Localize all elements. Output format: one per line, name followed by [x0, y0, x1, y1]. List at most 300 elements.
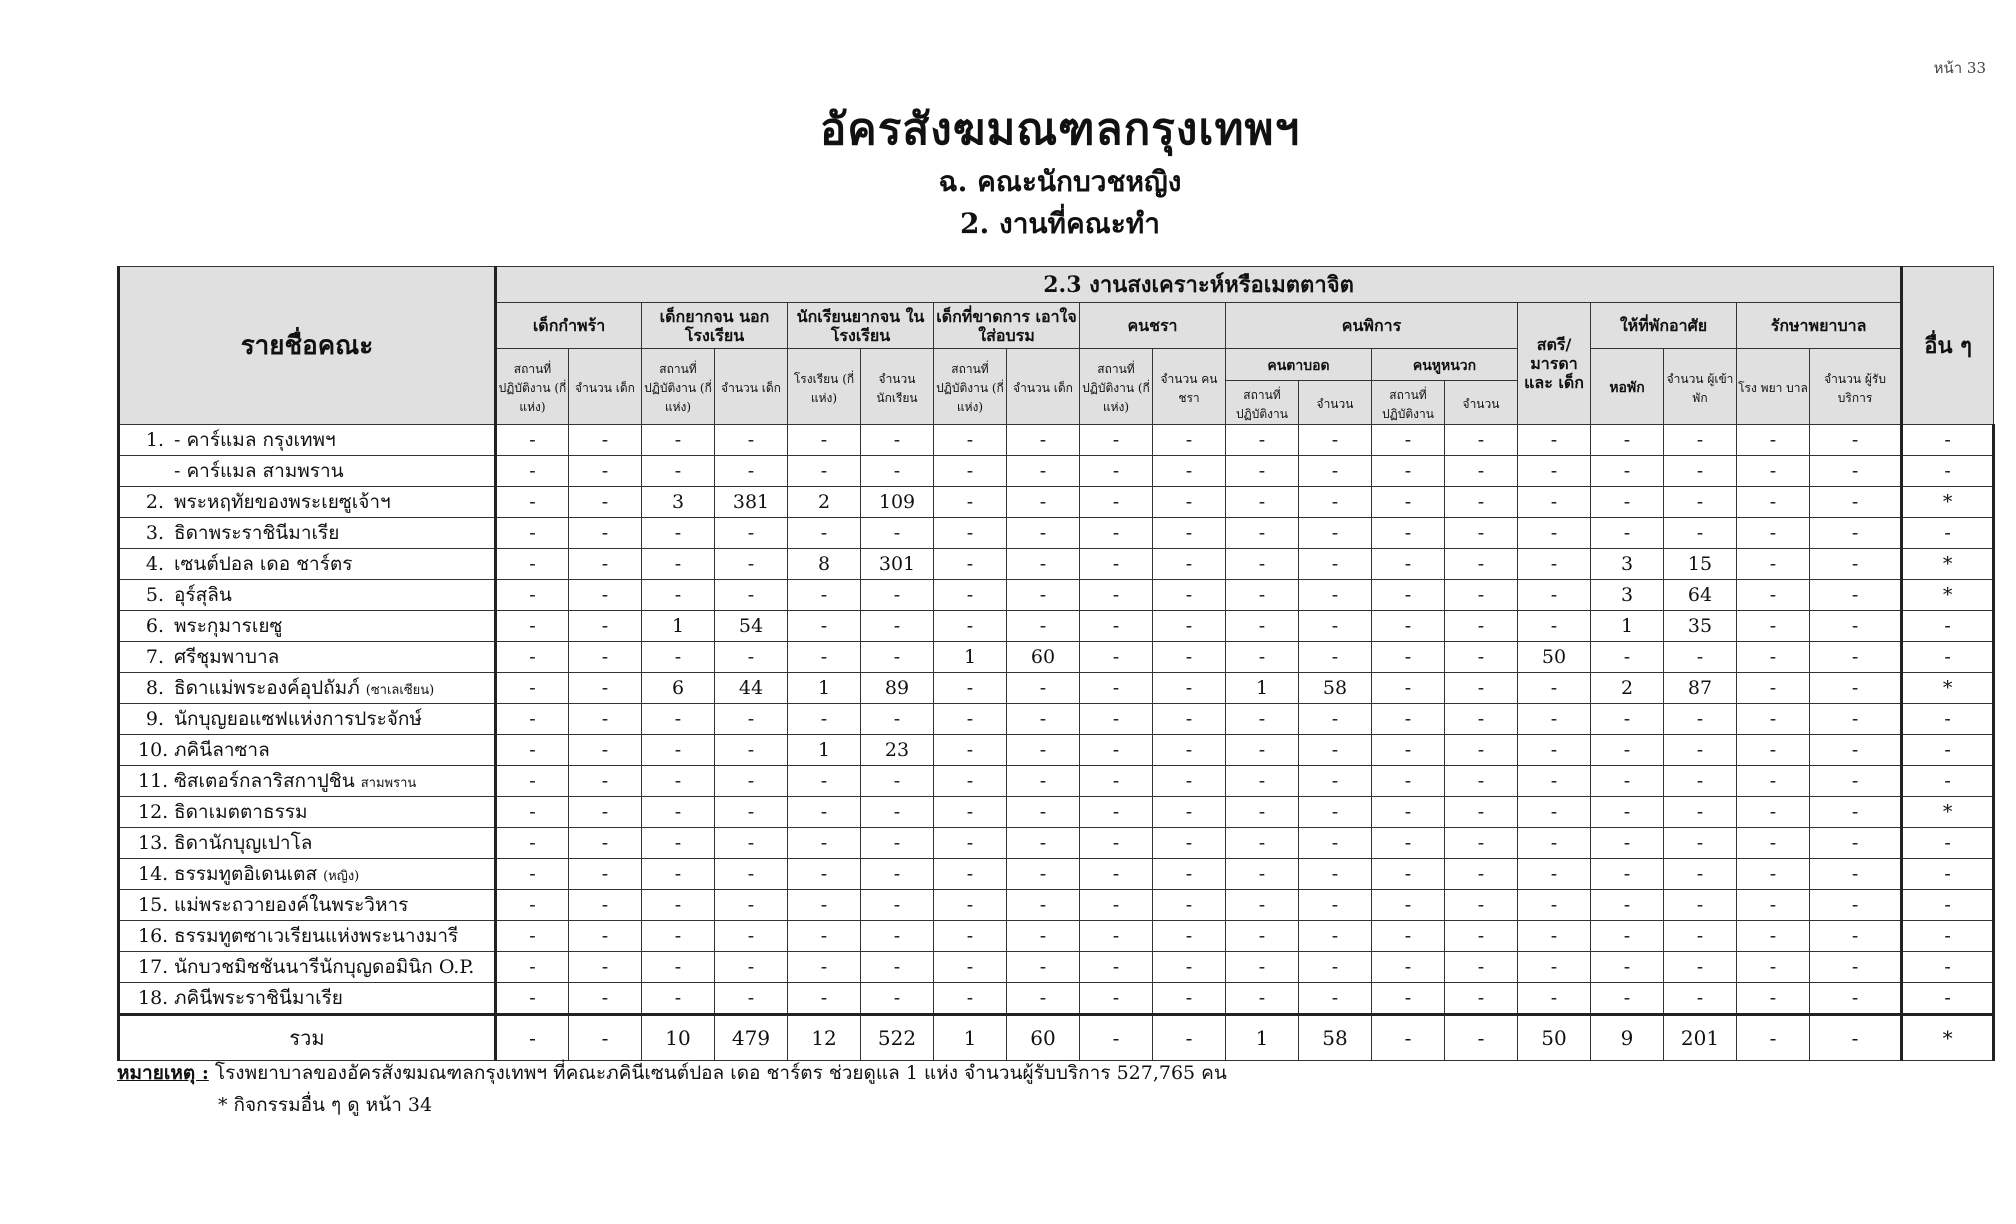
table-cell: - — [1372, 859, 1445, 890]
table-cell: - — [1810, 952, 1902, 983]
table-cell: - — [1737, 425, 1810, 456]
table-cell: - — [1591, 797, 1664, 828]
table-cell: - — [861, 580, 934, 611]
table-cell: - — [861, 611, 934, 642]
table-cell: - — [1080, 766, 1153, 797]
table-cell: - — [1080, 735, 1153, 766]
table-cell: - — [1372, 673, 1445, 704]
table-cell: - — [1737, 580, 1810, 611]
welfare-work-table — [117, 266, 1995, 1061]
table-cell: 50 — [1518, 642, 1591, 673]
table-cell: - — [569, 580, 642, 611]
table-cell: - — [1372, 487, 1445, 518]
table-cell: * — [1902, 580, 1994, 611]
table-cell: - — [1007, 580, 1080, 611]
table-cell: - — [715, 735, 788, 766]
table-row — [119, 642, 1994, 673]
table-cell: - — [569, 549, 642, 580]
table-cell: * — [1902, 673, 1994, 704]
table-cell: - — [1007, 673, 1080, 704]
table-cell: - — [1445, 797, 1518, 828]
row-number: 12. — [138, 801, 169, 823]
table-cell: - — [1226, 425, 1299, 456]
table-cell: - — [1445, 828, 1518, 859]
table-cell: - — [1080, 797, 1153, 828]
table-row — [119, 425, 1994, 456]
table-cell: - — [788, 921, 861, 952]
table-cell: - — [1153, 487, 1226, 518]
table-cell: - — [1007, 828, 1080, 859]
table-cell: - — [1445, 518, 1518, 549]
total-cell: - — [1372, 1015, 1445, 1061]
sub-place: สถานที่ ปฏิบัติงาน (กี่แห่ง) — [496, 349, 569, 425]
table-cell: - — [1007, 487, 1080, 518]
congregation-name — [119, 456, 496, 487]
table-cell: - — [1902, 456, 1994, 487]
table-cell: - — [1299, 580, 1372, 611]
table-cell: - — [496, 456, 569, 487]
table-cell: - — [934, 859, 1007, 890]
total-cell: 12 — [788, 1015, 861, 1061]
total-cell: - — [1445, 1015, 1518, 1061]
table-cell: - — [496, 518, 569, 549]
table-cell: - — [1372, 766, 1445, 797]
sub-children-count: จำนวน เด็ก — [715, 349, 788, 425]
table-cell: - — [1007, 425, 1080, 456]
table-cell: - — [1153, 983, 1226, 1015]
row-name: ธิดาแม่พระองค์อุปถัมภ์ — [174, 677, 360, 699]
table-cell: - — [1007, 952, 1080, 983]
sub-children-count: จำนวน เด็ก — [569, 349, 642, 425]
total-cell: 522 — [861, 1015, 934, 1061]
table-cell: - — [569, 859, 642, 890]
group-women-children: สตรี/ มารดา และ เด็ก — [1518, 303, 1591, 425]
table-cell: - — [1664, 487, 1737, 518]
total-cell: 50 — [1518, 1015, 1591, 1061]
table-cell: - — [1080, 642, 1153, 673]
table-cell: - — [1591, 735, 1664, 766]
notes-line1: โรงพยาบาลของอัครสังฆมณฑลกรุงเทพฯ ที่คณะภคินีเซนต์ปอล เดอ ชาร์ตร ช่วยดูแล 1 แห่ง จำนวนผู้รับบริการ 527,765 คน — [214, 1062, 1227, 1084]
table-cell: - — [715, 580, 788, 611]
table-cell: - — [1591, 766, 1664, 797]
table-cell: - — [1153, 549, 1226, 580]
table-cell: - — [1810, 642, 1902, 673]
table-cell: - — [1372, 642, 1445, 673]
table-cell: * — [1902, 797, 1994, 828]
sub-hospital: โรง พยา บาล — [1737, 349, 1810, 425]
table-cell: - — [1153, 704, 1226, 735]
congregation-name — [119, 983, 496, 1015]
table-cell: - — [1080, 828, 1153, 859]
table-cell: - — [1737, 704, 1810, 735]
table-cell: - — [1299, 704, 1372, 735]
table-cell: - — [1737, 642, 1810, 673]
table-row — [119, 487, 1994, 518]
table-cell: - — [496, 797, 569, 828]
congregation-name — [119, 921, 496, 952]
table-cell: - — [569, 952, 642, 983]
table-cell: - — [1810, 797, 1902, 828]
table-cell: - — [788, 859, 861, 890]
row-name-note: (หญิง) — [323, 869, 360, 884]
table-cell: - — [715, 983, 788, 1015]
table-cell: - — [715, 952, 788, 983]
table-cell: - — [788, 642, 861, 673]
table-cell: - — [788, 611, 861, 642]
table-cell: - — [1664, 890, 1737, 921]
table-cell: - — [1518, 859, 1591, 890]
table-cell: - — [715, 921, 788, 952]
table-cell: 87 — [1664, 673, 1737, 704]
sub-school-count: โรงเรียน (กี่แห่ง) — [788, 349, 861, 425]
table-cell: - — [1810, 859, 1902, 890]
table-cell: - — [1226, 704, 1299, 735]
table-cell: 3 — [642, 487, 715, 518]
table-cell: - — [1737, 735, 1810, 766]
table-cell: - — [569, 673, 642, 704]
table-cell: - — [715, 766, 788, 797]
table-cell: - — [1664, 766, 1737, 797]
section-subtitle: ฉ. คณะนักบวชหญิง — [938, 165, 1182, 198]
table-cell: 23 — [861, 735, 934, 766]
table-cell: - — [642, 580, 715, 611]
table-cell: - — [569, 704, 642, 735]
table-cell: - — [1080, 549, 1153, 580]
table-cell: - — [934, 890, 1007, 921]
table-cell: - — [569, 456, 642, 487]
table-cell: - — [788, 518, 861, 549]
table-cell: 1 — [788, 735, 861, 766]
table-cell: - — [1372, 952, 1445, 983]
table-cell: - — [1810, 487, 1902, 518]
table-cell: - — [569, 797, 642, 828]
table-cell: - — [1007, 859, 1080, 890]
table-cell: - — [1080, 704, 1153, 735]
table-cell: - — [1518, 704, 1591, 735]
table-cell: - — [642, 797, 715, 828]
table-cell: - — [1810, 425, 1902, 456]
table-cell: - — [1226, 580, 1299, 611]
table-cell: - — [1518, 518, 1591, 549]
table-cell: - — [1445, 890, 1518, 921]
table-cell: - — [1737, 611, 1810, 642]
row-name: ภคินีพระราชินีมาเรีย — [174, 987, 343, 1009]
group-poor-students: นักเรียนยากจน ในโรงเรียน — [788, 303, 934, 349]
table-cell: - — [1153, 921, 1226, 952]
row-name: แม่พระถวายองค์ในพระวิหาร — [174, 894, 409, 916]
table-cell: - — [642, 859, 715, 890]
table-cell: - — [1080, 952, 1153, 983]
table-cell: - — [1591, 890, 1664, 921]
table-cell: - — [1902, 828, 1994, 859]
table-cell: 1 — [642, 611, 715, 642]
table-cell: - — [1007, 890, 1080, 921]
table-cell: - — [1445, 580, 1518, 611]
table-cell: - — [1372, 425, 1445, 456]
table-cell: - — [1299, 611, 1372, 642]
table-cell: - — [1007, 456, 1080, 487]
table-cell: - — [1902, 983, 1994, 1015]
table-cell: - — [1007, 735, 1080, 766]
table-cell: - — [1737, 487, 1810, 518]
table-cell: - — [861, 859, 934, 890]
row-number: 3. — [145, 522, 164, 544]
table-cell: - — [496, 921, 569, 952]
row-name-note: (ซาเลเซียน) — [365, 683, 435, 698]
table-cell: - — [1153, 580, 1226, 611]
table-cell: 301 — [861, 549, 934, 580]
congregation-name — [119, 611, 496, 642]
row-number: 1. — [145, 429, 164, 451]
congregation-name — [119, 580, 496, 611]
table-cell: - — [1445, 611, 1518, 642]
congregation-name — [119, 704, 496, 735]
congregation-name — [119, 518, 496, 549]
table-cell: - — [788, 797, 861, 828]
table-cell: - — [1664, 952, 1737, 983]
table-cell: 60 — [1007, 642, 1080, 673]
table-cell: - — [642, 890, 715, 921]
table-cell: - — [715, 704, 788, 735]
table-cell: - — [1902, 642, 1994, 673]
table-cell: - — [1372, 704, 1445, 735]
table-cell: - — [715, 425, 788, 456]
table-cell: - — [1007, 921, 1080, 952]
table-cell: - — [1226, 456, 1299, 487]
group-medical: รักษาพยาบาล — [1737, 303, 1902, 349]
table-cell: - — [1445, 673, 1518, 704]
table-cell: 58 — [1299, 673, 1372, 704]
table-cell: - — [1226, 983, 1299, 1015]
table-cell: - — [715, 797, 788, 828]
congregation-name — [119, 549, 496, 580]
table-cell: - — [569, 890, 642, 921]
row-name: นักบุญยอแซฟแห่งการประจักษ์ — [174, 708, 422, 730]
table-cell: - — [934, 704, 1007, 735]
table-cell: - — [934, 735, 1007, 766]
table-row — [119, 859, 1994, 890]
congregation-name — [119, 642, 496, 673]
table-cell: - — [1445, 766, 1518, 797]
total-cell: 58 — [1299, 1015, 1372, 1061]
total-row — [119, 1015, 1994, 1061]
total-cell: - — [1153, 1015, 1226, 1061]
table-cell: - — [1372, 518, 1445, 549]
total-cell: - — [1080, 1015, 1153, 1061]
table-cell: - — [1445, 921, 1518, 952]
table-cell: - — [1445, 704, 1518, 735]
table-cell: - — [1372, 921, 1445, 952]
table-cell: - — [1518, 921, 1591, 952]
table-cell: - — [1737, 859, 1810, 890]
table-cell: - — [715, 549, 788, 580]
table-cell: - — [496, 952, 569, 983]
table-cell: - — [1153, 828, 1226, 859]
table-cell: - — [861, 642, 934, 673]
row-name: ซิสเตอร์กลาริสกาปูชิน — [174, 770, 355, 792]
table-cell: - — [1226, 828, 1299, 859]
table-cell: - — [496, 983, 569, 1015]
row-name: ธิดานักบุญเปาโล — [174, 832, 313, 854]
table-cell: - — [1153, 890, 1226, 921]
table-cell: - — [788, 456, 861, 487]
table-cell: - — [1737, 983, 1810, 1015]
table-cell: - — [788, 890, 861, 921]
total-cell: 9 — [1591, 1015, 1664, 1061]
table-cell: - — [934, 797, 1007, 828]
table-cell: - — [1299, 456, 1372, 487]
table-cell: - — [496, 611, 569, 642]
table-cell: 3 — [1591, 549, 1664, 580]
table-cell: - — [1591, 859, 1664, 890]
table-cell: - — [1445, 642, 1518, 673]
table-cell: - — [1664, 456, 1737, 487]
table-cell: - — [1080, 673, 1153, 704]
table-cell: - — [715, 642, 788, 673]
table-cell: - — [1080, 456, 1153, 487]
sub-count: จำนวน — [1299, 381, 1372, 425]
row-name: - คาร์แมล สามพราน — [174, 460, 344, 482]
table-cell: - — [1372, 456, 1445, 487]
table-cell: - — [788, 704, 861, 735]
table-cell: - — [1664, 983, 1737, 1015]
table-cell: - — [642, 735, 715, 766]
table-cell: - — [1518, 890, 1591, 921]
table-cell: - — [861, 518, 934, 549]
table-cell: - — [1299, 859, 1372, 890]
table-cell: - — [1445, 952, 1518, 983]
row-name: พระกุมารเยซู — [174, 615, 283, 637]
table-cell: - — [1080, 425, 1153, 456]
table-cell: - — [642, 952, 715, 983]
table-cell: - — [642, 456, 715, 487]
table-cell: - — [1153, 797, 1226, 828]
table-cell: - — [1591, 518, 1664, 549]
table-cell: 15 — [1664, 549, 1737, 580]
table-cell: - — [1007, 983, 1080, 1015]
table-cell: - — [1810, 921, 1902, 952]
table-cell: - — [642, 828, 715, 859]
table-cell: - — [861, 425, 934, 456]
table-cell: - — [1153, 952, 1226, 983]
table-cell: - — [1080, 921, 1153, 952]
table-cell: - — [861, 704, 934, 735]
congregation-name — [119, 673, 496, 704]
sub-dorm: หอพัก — [1591, 349, 1664, 425]
table-cell: - — [934, 766, 1007, 797]
table-cell: - — [1810, 890, 1902, 921]
table-cell: - — [1153, 859, 1226, 890]
row-name: ภคินีลาซาล — [174, 739, 270, 761]
table-cell: - — [715, 518, 788, 549]
total-cell: - — [496, 1015, 569, 1061]
table-cell: - — [496, 673, 569, 704]
row-name: นักบวชมิชชันนารีนักบุญดอมินิก O.P. — [174, 956, 475, 978]
total-cell: 1 — [1226, 1015, 1299, 1061]
sub-place: สถานที่ ปฏิบัติงาน (กี่แห่ง) — [1080, 349, 1153, 425]
table-cell: - — [1080, 983, 1153, 1015]
table-cell: - — [1153, 611, 1226, 642]
table-cell: - — [1810, 549, 1902, 580]
table-row — [119, 766, 1994, 797]
table-cell: - — [496, 890, 569, 921]
table-cell: - — [1080, 859, 1153, 890]
notes — [117, 1058, 1227, 1088]
row-name: อุร์สุลิน — [174, 584, 232, 606]
table-cell: - — [1591, 704, 1664, 735]
row-number: 10. — [138, 739, 169, 761]
table-cell: - — [1810, 983, 1902, 1015]
table-cell: - — [1810, 735, 1902, 766]
table-cell: - — [1372, 580, 1445, 611]
table-cell: - — [642, 549, 715, 580]
table-cell: - — [1518, 580, 1591, 611]
table-cell: - — [569, 766, 642, 797]
table-cell: - — [1810, 611, 1902, 642]
table-cell: - — [642, 518, 715, 549]
table-cell: - — [934, 487, 1007, 518]
table-cell: - — [934, 580, 1007, 611]
table-cell: - — [1810, 673, 1902, 704]
table-cell: - — [1445, 983, 1518, 1015]
total-cell: 479 — [715, 1015, 788, 1061]
notes-label: หมายเหตุ : — [117, 1062, 209, 1084]
table-cell: - — [1591, 983, 1664, 1015]
table-cell: - — [934, 983, 1007, 1015]
table-cell: - — [1810, 518, 1902, 549]
table-cell: 1 — [1591, 611, 1664, 642]
table-cell: - — [788, 952, 861, 983]
total-cell: - — [1737, 1015, 1810, 1061]
table-cell: - — [1591, 425, 1664, 456]
group-shelter: ให้ที่พักอาศัย — [1591, 303, 1737, 349]
table-cell: - — [1299, 828, 1372, 859]
table-cell: 54 — [715, 611, 788, 642]
table-cell: - — [1591, 828, 1664, 859]
table-row — [119, 580, 1994, 611]
table-cell: 89 — [861, 673, 934, 704]
table-cell: - — [1664, 425, 1737, 456]
table-cell: - — [1372, 983, 1445, 1015]
table-cell: - — [861, 983, 934, 1015]
name-column-header: รายชื่อคณะ — [119, 267, 496, 425]
sub-patients: จำนวน ผู้รับบริการ — [1810, 349, 1902, 425]
table-cell: 381 — [715, 487, 788, 518]
table-cell: - — [569, 487, 642, 518]
table-cell: - — [1299, 983, 1372, 1015]
table-cell: - — [1226, 487, 1299, 518]
table-cell: - — [1902, 735, 1994, 766]
table-cell: - — [1518, 952, 1591, 983]
table-cell: - — [1153, 456, 1226, 487]
table-row — [119, 797, 1994, 828]
table-cell: - — [642, 425, 715, 456]
table-cell: - — [861, 456, 934, 487]
table-cell: - — [1902, 425, 1994, 456]
table-cell: - — [496, 487, 569, 518]
table-cell: - — [1445, 487, 1518, 518]
sub-deaf: คนหูหนวก — [1372, 349, 1518, 381]
table-cell: - — [1445, 425, 1518, 456]
table-cell: - — [934, 828, 1007, 859]
table-cell: - — [1226, 952, 1299, 983]
row-name: ธิดาพระราชินีมาเรีย — [174, 522, 340, 544]
table-cell: - — [861, 797, 934, 828]
table-cell: - — [1664, 518, 1737, 549]
table-cell: - — [1299, 797, 1372, 828]
row-number: 8. — [145, 677, 164, 699]
table-cell: - — [861, 828, 934, 859]
